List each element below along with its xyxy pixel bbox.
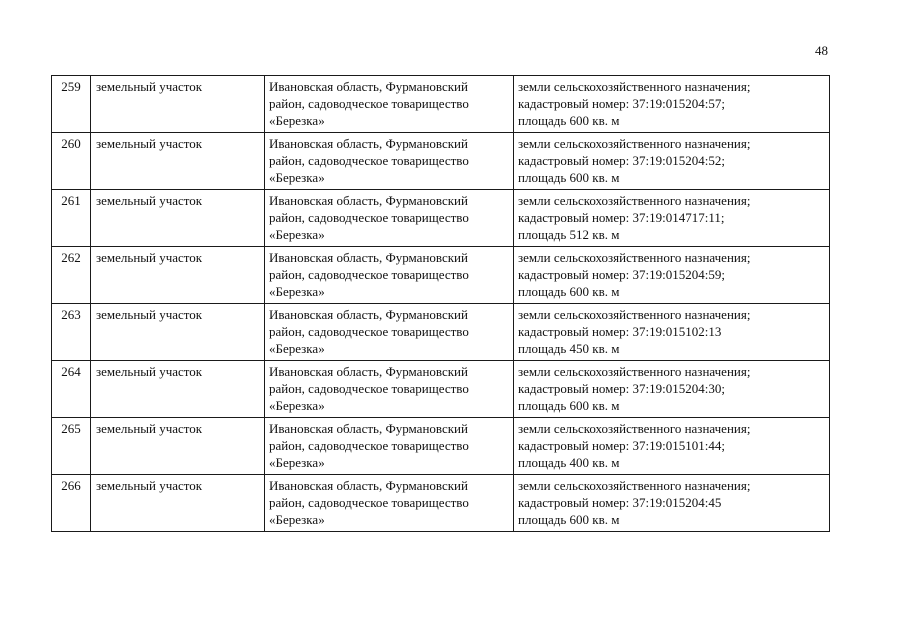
- object-type-cell: земельный участок: [91, 247, 265, 304]
- description-line: земли сельскохозяйственного назначения;: [518, 478, 751, 493]
- row-number-cell: 260: [52, 133, 91, 190]
- address-line: район, садоводческое товарищество: [269, 267, 469, 282]
- address-line: «Березка»: [269, 341, 325, 356]
- description-cell: [514, 304, 830, 361]
- description-line: кадастровый номер: 37:19:015102:13: [518, 324, 722, 339]
- address-line: Ивановская область, Фурмановский: [269, 307, 468, 322]
- address-line: Ивановская область, Фурмановский: [269, 364, 468, 379]
- address-line: «Березка»: [269, 512, 325, 527]
- address-line: «Березка»: [269, 170, 325, 185]
- table-row: [52, 76, 830, 133]
- description-line: кадастровый номер: 37:19:015204:59;: [518, 267, 725, 282]
- address-cell: [265, 247, 514, 304]
- row-number-cell: 264: [52, 361, 91, 418]
- description-line: площадь 400 кв. м: [518, 455, 620, 470]
- address-cell: [265, 190, 514, 247]
- object-type-cell: земельный участок: [91, 133, 265, 190]
- row-number-cell: 259: [52, 76, 91, 133]
- address-line: Ивановская область, Фурмановский: [269, 136, 468, 151]
- address-line: Ивановская область, Фурмановский: [269, 79, 468, 94]
- description-line: площадь 600 кв. м: [518, 170, 620, 185]
- description-line: кадастровый номер: 37:19:015101:44;: [518, 438, 725, 453]
- page-number: 48: [815, 43, 828, 58]
- land-plot-table: [51, 75, 830, 532]
- address-cell: [265, 418, 514, 475]
- table-row: [52, 247, 830, 304]
- address-cell: [265, 133, 514, 190]
- description-line: кадастровый номер: 37:19:015204:45: [518, 495, 722, 510]
- description-cell: [514, 76, 830, 133]
- row-number-cell: 265: [52, 418, 91, 475]
- address-line: Ивановская область, Фурмановский: [269, 250, 468, 265]
- description-line: кадастровый номер: 37:19:015204:30;: [518, 381, 725, 396]
- table-row: [52, 418, 830, 475]
- description-cell: [514, 475, 830, 532]
- table-row: [52, 304, 830, 361]
- address-line: Ивановская область, Фурмановский: [269, 421, 468, 436]
- table-row: [52, 190, 830, 247]
- description-line: кадастровый номер: 37:19:015204:57;: [518, 96, 725, 111]
- row-number-cell: 266: [52, 475, 91, 532]
- description-line: земли сельскохозяйственного назначения;: [518, 421, 751, 436]
- description-cell: [514, 418, 830, 475]
- address-line: район, садоводческое товарищество: [269, 495, 469, 510]
- address-cell: [265, 76, 514, 133]
- description-line: земли сельскохозяйственного назначения;: [518, 250, 751, 265]
- table-row: [52, 475, 830, 532]
- address-cell: [265, 475, 514, 532]
- address-line: «Березка»: [269, 455, 325, 470]
- table-row: [52, 133, 830, 190]
- object-type-cell: земельный участок: [91, 76, 265, 133]
- description-line: площадь 512 кв. м: [518, 227, 620, 242]
- description-line: земли сельскохозяйственного назначения;: [518, 193, 751, 208]
- description-line: земли сельскохозяйственного назначения;: [518, 136, 751, 151]
- table-body: [52, 76, 830, 532]
- description-line: площадь 600 кв. м: [518, 398, 620, 413]
- address-line: «Березка»: [269, 227, 325, 242]
- description-cell: [514, 247, 830, 304]
- address-line: район, садоводческое товарищество: [269, 210, 469, 225]
- description-line: земли сельскохозяйственного назначения;: [518, 307, 751, 322]
- object-type-cell: земельный участок: [91, 418, 265, 475]
- row-number-cell: 262: [52, 247, 91, 304]
- address-cell: [265, 304, 514, 361]
- table-row: [52, 361, 830, 418]
- description-line: площадь 600 кв. м: [518, 512, 620, 527]
- address-line: Ивановская область, Фурмановский: [269, 478, 468, 493]
- description-line: кадастровый номер: 37:19:015204:52;: [518, 153, 725, 168]
- address-line: «Березка»: [269, 284, 325, 299]
- address-line: район, садоводческое товарищество: [269, 381, 469, 396]
- address-line: район, садоводческое товарищество: [269, 324, 469, 339]
- description-cell: [514, 133, 830, 190]
- row-number-cell: 261: [52, 190, 91, 247]
- object-type-cell: земельный участок: [91, 304, 265, 361]
- description-cell: [514, 361, 830, 418]
- row-number-cell: 263: [52, 304, 91, 361]
- description-line: площадь 600 кв. м: [518, 113, 620, 128]
- address-cell: [265, 361, 514, 418]
- address-line: район, садоводческое товарищество: [269, 153, 469, 168]
- address-line: «Березка»: [269, 113, 325, 128]
- description-line: площадь 450 кв. м: [518, 341, 620, 356]
- description-line: кадастровый номер: 37:19:014717:11;: [518, 210, 725, 225]
- address-line: район, садоводческое товарищество: [269, 96, 469, 111]
- object-type-cell: земельный участок: [91, 475, 265, 532]
- description-line: земли сельскохозяйственного назначения;: [518, 364, 751, 379]
- object-type-cell: земельный участок: [91, 361, 265, 418]
- address-line: «Березка»: [269, 398, 325, 413]
- object-type-cell: земельный участок: [91, 190, 265, 247]
- description-line: площадь 600 кв. м: [518, 284, 620, 299]
- address-line: Ивановская область, Фурмановский: [269, 193, 468, 208]
- description-cell: [514, 190, 830, 247]
- description-line: земли сельскохозяйственного назначения;: [518, 79, 751, 94]
- address-line: район, садоводческое товарищество: [269, 438, 469, 453]
